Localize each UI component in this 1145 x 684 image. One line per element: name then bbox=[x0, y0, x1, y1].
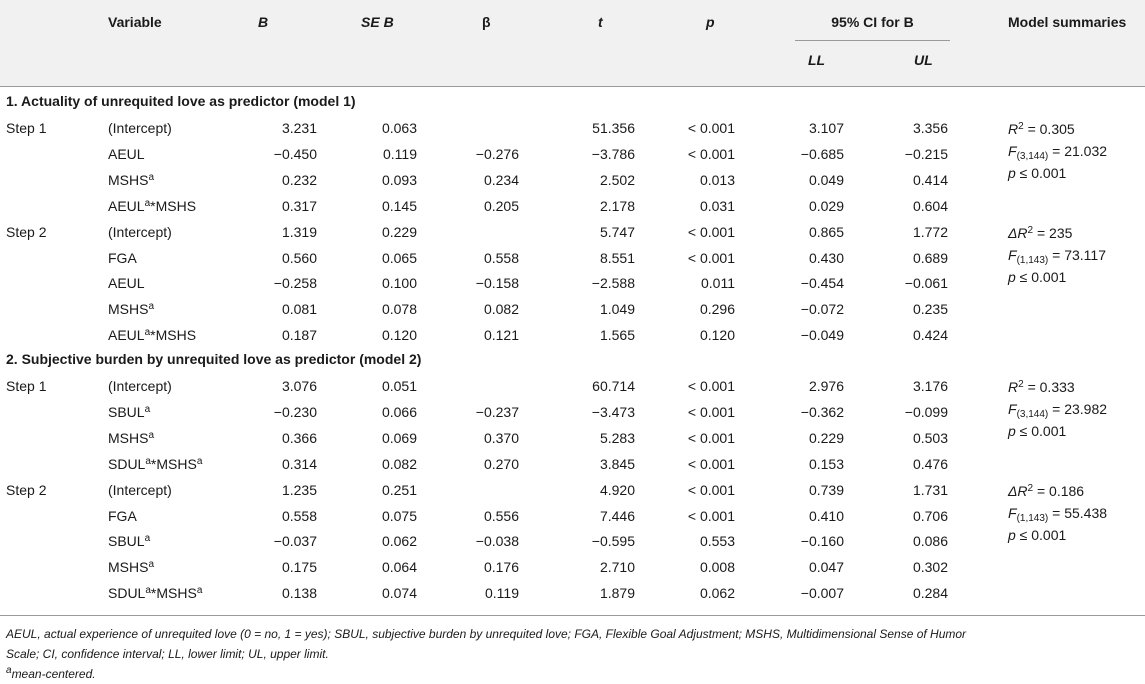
header-p: p bbox=[706, 14, 715, 30]
cell-b: 0.317 bbox=[281, 197, 317, 214]
cell-t: −2.588 bbox=[591, 275, 635, 292]
superscript-mark: a bbox=[148, 429, 155, 441]
cell-ll: 0.865 bbox=[808, 223, 844, 240]
row-variable-name: AEUL bbox=[108, 275, 145, 292]
cell-ll: 2.976 bbox=[808, 378, 844, 394]
cell-b: −0.230 bbox=[273, 403, 317, 420]
footnote-note-text: mean-centered. bbox=[11, 667, 96, 681]
header-bottom-rule bbox=[0, 86, 1145, 87]
row-variable-name: AEUL bbox=[108, 197, 145, 214]
footnote-note bbox=[6, 664, 96, 684]
row-variable bbox=[108, 223, 172, 241]
model-summary-line bbox=[1008, 245, 1106, 265]
cell-t: 5.747 bbox=[599, 223, 635, 240]
summary-sub: (1,143) bbox=[1016, 512, 1049, 524]
cell-ll: −0.160 bbox=[800, 533, 844, 550]
header-model-summaries: Model summaries bbox=[1008, 14, 1127, 30]
cell-beta: −0.237 bbox=[475, 403, 519, 420]
cell-t: 1.565 bbox=[599, 327, 635, 344]
cell-ll: −0.362 bbox=[800, 403, 844, 420]
cell-ll: 0.047 bbox=[808, 559, 844, 576]
summary-symbol: F bbox=[1008, 143, 1017, 159]
ci-header-rule bbox=[795, 40, 950, 41]
header-ul: UL bbox=[914, 52, 933, 68]
footnote-note-mark: a bbox=[6, 665, 12, 676]
summary-value: = 0.305 bbox=[1023, 121, 1075, 137]
header-ci bbox=[795, 13, 950, 31]
cell-ul: 0.086 bbox=[912, 533, 948, 550]
cell-p: 0.296 bbox=[699, 301, 735, 318]
summary-symbol: F bbox=[1008, 504, 1017, 521]
cell-p: < 0.001 bbox=[687, 120, 735, 136]
cell-b: 0.081 bbox=[281, 301, 317, 318]
cell-ul: 0.706 bbox=[912, 507, 948, 524]
summary-symbol: R bbox=[1008, 379, 1019, 395]
cell-p: < 0.001 bbox=[687, 429, 735, 446]
cell-se: 0.069 bbox=[381, 429, 417, 446]
cell-t: 2.710 bbox=[599, 559, 635, 576]
row-variable bbox=[108, 274, 145, 292]
cell-b: 0.187 bbox=[281, 327, 317, 344]
header-ci-text: 95% CI for B bbox=[831, 14, 914, 30]
row-variable bbox=[108, 377, 172, 395]
superscript-mark: a bbox=[196, 455, 203, 467]
table-row bbox=[0, 197, 1000, 215]
cell-ll: −0.454 bbox=[800, 275, 844, 292]
cell-beta: −0.158 bbox=[475, 275, 519, 292]
table-row bbox=[0, 274, 1000, 292]
cell-ul: 0.689 bbox=[912, 249, 948, 266]
row-variable bbox=[108, 584, 202, 602]
row-variable bbox=[108, 145, 145, 163]
table-row bbox=[0, 507, 1000, 525]
summary-sub: (3,144) bbox=[1016, 151, 1049, 162]
row-variable-name: (Intercept) bbox=[108, 481, 172, 498]
row-variable-name: AEUL bbox=[108, 145, 145, 162]
summary-value: = 21.032 bbox=[1048, 143, 1108, 159]
cell-ul: 0.284 bbox=[912, 585, 948, 602]
row-variable-name: MSHS bbox=[108, 429, 149, 446]
cell-b: 0.558 bbox=[281, 507, 317, 524]
cell-b: −0.258 bbox=[273, 275, 317, 292]
cell-p: < 0.001 bbox=[687, 403, 735, 420]
summary-symbol: F bbox=[1008, 246, 1017, 263]
cell-beta: 0.082 bbox=[483, 301, 519, 318]
cell-p: 0.062 bbox=[699, 585, 735, 602]
row-variable bbox=[108, 507, 137, 525]
cell-b: 3.076 bbox=[281, 378, 317, 394]
cell-p: 0.031 bbox=[699, 197, 735, 214]
cell-se: 0.078 bbox=[381, 301, 417, 318]
model-summary-line bbox=[1008, 525, 1066, 545]
row-variable-name: (Intercept) bbox=[108, 378, 172, 394]
row-variable-star: * bbox=[150, 327, 156, 344]
cell-ll: −0.049 bbox=[800, 327, 844, 344]
summary-symbol: p bbox=[1008, 165, 1016, 181]
row-variable bbox=[108, 429, 154, 447]
table-row bbox=[0, 403, 1000, 421]
model-summary-line bbox=[1008, 421, 1066, 441]
footnote-line-2: Scale; CI, confidence interval; LL, lower limit; UL, upper limit. bbox=[6, 647, 329, 661]
cell-p: < 0.001 bbox=[687, 378, 735, 394]
cell-ll: 0.153 bbox=[808, 455, 844, 472]
table-row bbox=[0, 171, 1000, 189]
step-label: Step 2 bbox=[6, 223, 47, 240]
model-summary-line bbox=[1008, 223, 1072, 243]
table-row bbox=[0, 223, 1000, 241]
cell-se: 0.100 bbox=[381, 275, 417, 292]
row-variable-name: SDUL bbox=[108, 455, 146, 472]
table-row bbox=[0, 481, 1000, 499]
cell-se: 0.229 bbox=[381, 223, 417, 240]
summary-value: = 23.982 bbox=[1048, 401, 1108, 417]
table-header-band bbox=[0, 0, 1145, 86]
cell-ul: 1.772 bbox=[912, 223, 948, 240]
cell-se: 0.063 bbox=[381, 120, 417, 136]
section-title: 1. Actuality of unrequited love as predictor (model 1) bbox=[6, 93, 356, 109]
cell-p: < 0.001 bbox=[687, 455, 735, 472]
row-variable bbox=[108, 532, 150, 550]
cell-se: 0.074 bbox=[381, 585, 417, 602]
table-row bbox=[0, 455, 1000, 473]
cell-b: 0.175 bbox=[281, 559, 317, 576]
cell-b: 0.314 bbox=[281, 455, 317, 472]
row-variable-name: (Intercept) bbox=[108, 120, 172, 136]
row-variable-name: AEUL bbox=[108, 327, 145, 344]
cell-b: 0.138 bbox=[281, 585, 317, 602]
summary-value: ≤ 0.001 bbox=[1015, 268, 1067, 285]
cell-p: 0.120 bbox=[699, 327, 735, 344]
cell-se: 0.120 bbox=[381, 327, 417, 344]
step-label: Step 2 bbox=[6, 481, 47, 498]
cell-b: −0.450 bbox=[273, 145, 317, 162]
cell-t: 7.446 bbox=[599, 507, 635, 524]
cell-ul: 0.414 bbox=[912, 171, 948, 188]
summary-value: ≤ 0.001 bbox=[1015, 423, 1067, 439]
cell-ul: 0.503 bbox=[912, 429, 948, 446]
cell-ul: 0.302 bbox=[912, 559, 948, 576]
cell-p: < 0.001 bbox=[687, 223, 735, 240]
row-variable-name: MSHS bbox=[155, 327, 197, 344]
cell-p: < 0.001 bbox=[687, 145, 735, 162]
cell-b: 0.560 bbox=[281, 249, 317, 266]
summary-value: ≤ 0.001 bbox=[1015, 165, 1067, 181]
cell-t: 5.283 bbox=[599, 429, 635, 446]
row-variable-name: FGA bbox=[108, 507, 137, 524]
cell-ul: 3.356 bbox=[912, 120, 948, 136]
cell-t: 51.356 bbox=[592, 120, 635, 136]
cell-b: 0.366 bbox=[281, 429, 317, 446]
superscript-mark: a bbox=[145, 455, 151, 467]
cell-b: 0.232 bbox=[281, 171, 317, 188]
header-b: B bbox=[258, 14, 269, 30]
summary-value: ≤ 0.001 bbox=[1015, 526, 1067, 543]
row-variable bbox=[108, 300, 154, 318]
model-summary-line bbox=[1008, 163, 1066, 183]
cell-ul: 3.176 bbox=[912, 378, 948, 394]
row-variable-name: MSHS bbox=[108, 559, 149, 576]
table-row bbox=[0, 119, 1000, 137]
cell-ul: 0.235 bbox=[912, 301, 948, 318]
cell-p: < 0.001 bbox=[687, 249, 735, 266]
row-variable-name: MSHS bbox=[156, 585, 197, 602]
header-t: t bbox=[598, 14, 603, 30]
row-variable-name: FGA bbox=[108, 249, 137, 266]
row-variable bbox=[108, 481, 172, 499]
summary-sup: 2 bbox=[1018, 121, 1024, 132]
cell-ll: 0.229 bbox=[808, 429, 844, 446]
cell-t: −3.786 bbox=[591, 145, 635, 162]
row-variable-star: * bbox=[150, 455, 157, 472]
row-variable-name: SBUL bbox=[108, 533, 145, 550]
table-row bbox=[0, 145, 1000, 163]
cell-t: 8.551 bbox=[599, 249, 635, 266]
table-row bbox=[0, 326, 1000, 344]
cell-beta: 0.234 bbox=[483, 171, 519, 188]
summary-value: = 55.438 bbox=[1048, 504, 1108, 521]
table-row bbox=[0, 558, 1000, 576]
cell-t: 2.502 bbox=[599, 171, 635, 188]
model-summary-line bbox=[1008, 399, 1107, 419]
cell-beta: 0.556 bbox=[483, 507, 519, 524]
cell-se: 0.082 bbox=[381, 455, 417, 472]
row-variable bbox=[108, 455, 202, 473]
model-summary-line bbox=[1008, 377, 1075, 397]
cell-p: < 0.001 bbox=[687, 507, 735, 524]
header-beta: β bbox=[482, 14, 491, 30]
cell-ul: 0.476 bbox=[912, 455, 948, 472]
cell-beta: 0.121 bbox=[483, 327, 519, 344]
summary-symbol: R bbox=[1008, 121, 1019, 137]
cell-p: 0.011 bbox=[701, 275, 735, 292]
cell-ul: 0.424 bbox=[912, 327, 948, 344]
cell-se: 0.119 bbox=[383, 145, 417, 162]
cell-ll: −0.685 bbox=[800, 145, 844, 162]
cell-ll: 0.029 bbox=[808, 197, 844, 214]
model-summary-line bbox=[1008, 503, 1107, 523]
cell-ll: 0.739 bbox=[808, 481, 844, 498]
superscript-mark: a bbox=[196, 585, 203, 597]
row-variable-name: (Intercept) bbox=[108, 223, 172, 240]
cell-ul: 1.731 bbox=[912, 481, 948, 498]
model-summary-line bbox=[1008, 267, 1066, 287]
cell-ll: 0.410 bbox=[808, 507, 844, 524]
row-variable bbox=[108, 403, 150, 421]
row-variable-name: MSHS bbox=[156, 455, 197, 472]
cell-ul: 0.604 bbox=[912, 197, 948, 214]
header-variable: Variable bbox=[108, 14, 162, 30]
summary-sup: 2 bbox=[1018, 379, 1024, 390]
model-summary-line bbox=[1008, 141, 1107, 161]
cell-beta: 0.176 bbox=[483, 559, 519, 576]
cell-se: 0.093 bbox=[381, 171, 417, 188]
cell-t: 2.178 bbox=[599, 197, 635, 214]
row-variable bbox=[108, 171, 154, 189]
row-variable bbox=[108, 197, 196, 215]
row-variable bbox=[108, 249, 137, 267]
summary-sup: 2 bbox=[1027, 224, 1034, 236]
cell-b: 1.235 bbox=[281, 481, 317, 498]
cell-se: 0.064 bbox=[381, 559, 417, 576]
row-variable-name: MSHS bbox=[155, 197, 197, 214]
cell-ll: −0.007 bbox=[800, 585, 844, 602]
superscript-mark: a bbox=[148, 171, 155, 183]
cell-t: 60.714 bbox=[592, 378, 635, 394]
header-se-b: SE B bbox=[361, 14, 394, 30]
table-row bbox=[0, 300, 1000, 318]
cell-se: 0.062 bbox=[381, 533, 417, 550]
cell-ul: −0.061 bbox=[904, 275, 948, 292]
cell-beta: 0.270 bbox=[483, 455, 519, 472]
cell-se: 0.066 bbox=[381, 403, 417, 420]
summary-value: = 0.333 bbox=[1023, 379, 1075, 395]
superscript-mark: a bbox=[144, 327, 151, 339]
summary-symbol: ΔR bbox=[1008, 224, 1028, 241]
superscript-mark: a bbox=[144, 403, 151, 415]
cell-beta: 0.370 bbox=[483, 429, 519, 446]
summary-symbol: F bbox=[1008, 401, 1017, 417]
step-label: Step 1 bbox=[6, 378, 47, 394]
cell-se: 0.145 bbox=[381, 197, 417, 214]
row-variable-star: * bbox=[150, 197, 156, 214]
cell-p: 0.008 bbox=[699, 559, 735, 576]
cell-beta: 0.205 bbox=[483, 197, 519, 214]
summary-symbol: p bbox=[1008, 526, 1016, 543]
cell-se: 0.065 bbox=[381, 249, 417, 266]
table-bottom-rule bbox=[0, 615, 1145, 616]
row-variable-name: SDUL bbox=[108, 585, 146, 602]
cell-ul: −0.099 bbox=[904, 403, 948, 420]
summary-value: = 235 bbox=[1033, 224, 1073, 241]
cell-ll: 0.049 bbox=[808, 171, 844, 188]
table-row bbox=[0, 429, 1000, 447]
summary-sub: (3,144) bbox=[1016, 409, 1049, 420]
row-variable-name: MSHS bbox=[108, 301, 149, 318]
row-variable bbox=[108, 119, 172, 137]
summary-symbol: p bbox=[1008, 423, 1016, 439]
row-variable bbox=[108, 326, 196, 344]
superscript-mark: a bbox=[144, 533, 151, 545]
table-row bbox=[0, 532, 1000, 550]
cell-se: 0.251 bbox=[381, 481, 417, 498]
cell-b: −0.037 bbox=[273, 533, 317, 550]
table-row bbox=[0, 584, 1000, 602]
model-summary-line bbox=[1008, 119, 1075, 139]
cell-ul: −0.215 bbox=[904, 145, 948, 162]
cell-beta: −0.038 bbox=[475, 533, 519, 550]
summary-symbol: ΔR bbox=[1008, 482, 1028, 499]
table-row bbox=[0, 377, 1000, 395]
cell-t: 3.845 bbox=[599, 455, 635, 472]
cell-t: −3.473 bbox=[591, 403, 635, 420]
cell-ll: −0.072 bbox=[800, 301, 844, 318]
table-row bbox=[0, 249, 1000, 267]
model-summary-line bbox=[1008, 481, 1084, 501]
cell-beta: 0.119 bbox=[485, 585, 519, 602]
cell-ll: 0.430 bbox=[808, 249, 844, 266]
summary-sub: (1,143) bbox=[1016, 254, 1049, 266]
superscript-mark: a bbox=[148, 301, 155, 313]
row-variable bbox=[108, 558, 154, 576]
cell-beta: −0.276 bbox=[475, 145, 519, 162]
cell-b: 3.231 bbox=[281, 120, 317, 136]
section-title: 2. Subjective burden by unrequited love as predictor (model 2) bbox=[6, 351, 422, 367]
cell-t: 1.879 bbox=[599, 585, 635, 602]
summary-symbol: p bbox=[1008, 268, 1016, 285]
cell-b: 1.319 bbox=[281, 223, 317, 240]
cell-se: 0.051 bbox=[381, 378, 417, 394]
row-variable-name: SBUL bbox=[108, 403, 145, 420]
summary-sup: 2 bbox=[1027, 482, 1034, 494]
cell-se: 0.075 bbox=[381, 507, 417, 524]
summary-value: = 0.186 bbox=[1033, 482, 1085, 499]
header-ll: LL bbox=[808, 52, 826, 68]
summary-value: = 73.117 bbox=[1048, 246, 1106, 263]
cell-t: −0.595 bbox=[591, 533, 635, 550]
cell-p: 0.013 bbox=[699, 171, 735, 188]
superscript-mark: a bbox=[144, 197, 151, 209]
cell-p: 0.553 bbox=[699, 533, 735, 550]
cell-p: < 0.001 bbox=[687, 481, 735, 498]
cell-ll: 3.107 bbox=[808, 120, 844, 136]
cell-t: 1.049 bbox=[599, 301, 635, 318]
row-variable-star: * bbox=[150, 585, 157, 602]
cell-t: 4.920 bbox=[599, 481, 635, 498]
superscript-mark: a bbox=[145, 585, 151, 597]
step-label: Step 1 bbox=[6, 120, 47, 136]
cell-beta: 0.558 bbox=[483, 249, 519, 266]
superscript-mark: a bbox=[148, 559, 155, 571]
row-variable-name: MSHS bbox=[108, 171, 149, 188]
footnote-line-1: AEUL, actual experience of unrequited love (0 = no, 1 = yes); SBUL, subjective burden by unrequited love; FGA, Flexible Goal Adjustment; MSHS, Multidimensional Sense of Humor bbox=[6, 627, 967, 641]
